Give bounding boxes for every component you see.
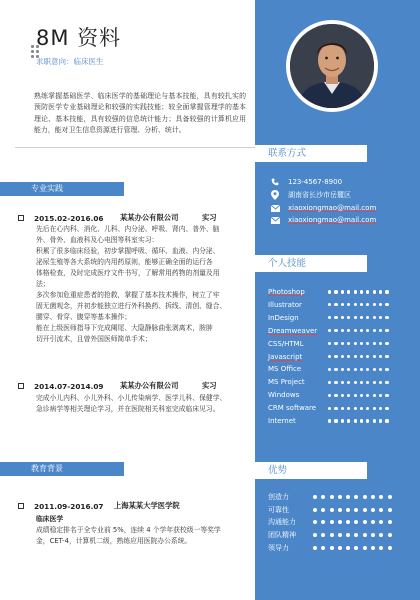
skill-level-dot [334, 342, 337, 345]
profile-photo [286, 20, 378, 112]
skill-level-dot [373, 419, 376, 422]
desc-line: 腰穿、骨穿、腹穿等基本操作； [36, 313, 132, 321]
advantage-level-dot [313, 520, 317, 524]
skill-level-dot [334, 329, 337, 332]
skill-level-dots [328, 419, 389, 422]
advantage-level-dot [379, 508, 383, 512]
entry-role: 实习 [202, 381, 217, 390]
skill-level-dot [334, 355, 337, 358]
education-major: 临床医学 [36, 515, 64, 523]
phone-icon [270, 177, 280, 187]
advantage-level-dot [379, 546, 383, 550]
advantage-level-dots [313, 508, 392, 512]
skill-level-dot [347, 419, 350, 422]
advantage-level-dot [330, 520, 334, 524]
skill-row [268, 300, 413, 310]
contact-text: 123-4567-8900 [288, 178, 343, 186]
entry-date: 2015.02-2016.06 [34, 213, 104, 223]
skill-level-dot [347, 368, 350, 371]
advantage-level-dot [313, 546, 317, 550]
desc-line: 急诊病学等相关理论学习，并在医院相关科室完成临床见习。 [36, 405, 220, 413]
desc-line: 完成小儿内科、小儿外科、小儿传染病学、医学儿科、保健学、 [36, 394, 227, 402]
skill-level-dot [385, 368, 388, 371]
advantage-level-dots [313, 495, 392, 499]
skill-level-dot [373, 290, 376, 293]
skill-level-dot [341, 419, 344, 422]
skill-level-dot [373, 303, 376, 306]
skill-level-dot [373, 368, 376, 371]
skill-level-dot [385, 407, 388, 410]
skill-level-dot [385, 419, 388, 422]
advantage-level-dot [363, 520, 367, 524]
mail-icon [270, 215, 280, 225]
skill-level-dot [341, 342, 344, 345]
skill-level-dot [379, 407, 382, 410]
desc-line: 体格检查，及时完成医疗文件书写，了解常用药物的剂量及用 [36, 269, 220, 277]
skill-level-dot [341, 316, 344, 319]
skill-level-dot [347, 407, 350, 410]
skill-level-dot [366, 303, 369, 306]
skill-level-dot [360, 316, 363, 319]
skill-level-dot [379, 342, 382, 345]
skill-level-dot [366, 394, 369, 397]
skill-level-dot [328, 419, 331, 422]
advantage-level-dot [321, 495, 325, 499]
skill-level-dot [366, 368, 369, 371]
education-entry-header [18, 500, 250, 512]
skill-level-dot [354, 355, 357, 358]
skill-level-dot [385, 394, 388, 397]
skill-level-dot [328, 394, 331, 397]
desc-line: 先后在心内科、消化、儿科、内分泌、呼吸、肾内、普外、脑 [36, 225, 220, 233]
desc-line: 固无菌观念，并初步能独立进行外科换药、拆线、清创、缝合、 [36, 302, 227, 310]
advantage-level-dot [338, 546, 342, 550]
checkbox-bullet-icon [18, 215, 24, 221]
skill-level-dot [373, 355, 376, 358]
advantage-level-dots [313, 533, 392, 537]
skill-name: Photoshop [268, 288, 305, 296]
checkbox-bullet-icon [18, 383, 24, 389]
skill-name: Dreamweaver [268, 326, 318, 335]
skill-level-dot [354, 290, 357, 293]
skill-level-dot [347, 355, 350, 358]
skill-level-dot [347, 316, 350, 319]
skill-level-dot [341, 394, 344, 397]
skill-level-dot [360, 303, 363, 306]
skill-level-dot [341, 290, 344, 293]
skill-level-dot [366, 381, 369, 384]
skill-level-dot [385, 329, 388, 332]
advantage-level-dot [354, 508, 358, 512]
advantage-row [268, 530, 413, 540]
skill-level-dot [360, 329, 363, 332]
experience-entry-header [18, 212, 250, 224]
skill-level-dot [347, 329, 350, 332]
skill-level-dot [347, 394, 350, 397]
desc-line: 成绩稳定排名于全专业前 5%，连续 4 个学年获校级一等奖学 [36, 526, 221, 534]
advantage-row [268, 517, 413, 527]
skill-level-dots [328, 329, 389, 332]
advantage-level-dot [363, 495, 367, 499]
skill-level-dot [328, 381, 331, 384]
skill-name: CSS/HTML [268, 339, 304, 348]
advantage-level-dot [379, 533, 383, 537]
advantage-level-dots [313, 546, 392, 550]
skill-level-dot [341, 381, 344, 384]
skill-level-dot [360, 407, 363, 410]
desc-line: 切开引流术，且曾外国医师简单手术； [36, 335, 152, 343]
advantage-level-dot [330, 495, 334, 499]
skill-name: CRM software [268, 404, 317, 413]
portrait-image [290, 24, 374, 108]
skill-level-dot [379, 394, 382, 397]
advantage-name: 创造力 [268, 493, 289, 501]
skill-level-dot [341, 355, 344, 358]
skill-level-dots [328, 394, 389, 397]
skill-level-dot [354, 303, 357, 306]
advantage-level-dot [330, 546, 334, 550]
advantage-level-dot [363, 546, 367, 550]
skill-level-dot [354, 342, 357, 345]
skill-level-dot [373, 342, 376, 345]
advantage-row [268, 543, 413, 553]
skill-level-dot [334, 303, 337, 306]
skill-level-dot [341, 303, 344, 306]
skill-level-dot [360, 290, 363, 293]
contact-address [270, 189, 351, 201]
skill-level-dot [385, 342, 388, 345]
advantage-level-dot [388, 533, 392, 537]
skill-level-dot [385, 303, 388, 306]
desc-line: 多次参加危重症患者的抢救，掌握了基本技术操作，树立了牢 [36, 291, 220, 299]
skill-row [268, 313, 413, 323]
advantage-level-dot [379, 495, 383, 499]
skill-row [268, 390, 413, 400]
advantage-level-dot [338, 533, 342, 537]
divider [15, 147, 255, 148]
advantage-level-dot [354, 546, 358, 550]
advantage-level-dot [346, 520, 350, 524]
experience-description [36, 224, 248, 345]
skill-level-dots [328, 290, 389, 293]
skill-level-dots [328, 316, 389, 319]
skill-level-dot [334, 368, 337, 371]
experience-description [36, 393, 248, 415]
experience-entry-header [18, 380, 250, 392]
skill-level-dot [373, 381, 376, 384]
skill-level-dot [354, 329, 357, 332]
advantage-level-dot [379, 520, 383, 524]
section-title-skills: 个人技能 [255, 255, 367, 272]
checkbox-bullet-icon [18, 503, 24, 509]
skill-name: MS Office [268, 365, 302, 374]
advantage-level-dot [321, 533, 325, 537]
skill-level-dot [334, 407, 337, 410]
advantage-level-dot [388, 495, 392, 499]
advantage-level-dot [371, 533, 375, 537]
education-description [36, 514, 248, 547]
skill-level-dot [347, 342, 350, 345]
skill-level-dot [354, 368, 357, 371]
skill-level-dot [334, 381, 337, 384]
skill-level-dot [341, 329, 344, 332]
entry-organization: 某某办公有限公司 [120, 213, 179, 222]
advantage-level-dot [346, 495, 350, 499]
advantage-level-dot [354, 520, 358, 524]
advantage-level-dot [371, 546, 375, 550]
advantage-level-dot [371, 520, 375, 524]
sidebar [255, 0, 420, 600]
skill-level-dot [373, 316, 376, 319]
skill-row [268, 364, 413, 374]
skill-level-dot [360, 419, 363, 422]
advantage-level-dot [313, 508, 317, 512]
skill-level-dot [341, 407, 344, 410]
skill-level-dot [354, 316, 357, 319]
advantage-level-dot [346, 508, 350, 512]
skill-name: Illustrator [268, 300, 302, 309]
desc-line: 金，CET-4，计算机二级，熟练应用医院办公系统。 [36, 537, 192, 545]
skill-level-dot [328, 329, 331, 332]
skill-name: InDesign [268, 313, 299, 322]
desc-line: 积累了很多临床经验，初步掌握呼吸、循环、血液、内分泌、 [36, 247, 220, 255]
skill-level-dots [328, 342, 389, 345]
skill-level-dot [347, 290, 350, 293]
skill-level-dot [360, 368, 363, 371]
skill-name: Javascript [268, 352, 303, 361]
advantage-level-dot [313, 533, 317, 537]
desc-line: 泌尿生殖等各大系统的内用药原则，能够正确全面的运行各 [36, 258, 213, 266]
skill-level-dot [373, 407, 376, 410]
advantage-level-dot [330, 533, 334, 537]
skill-level-dot [366, 407, 369, 410]
advantage-level-dot [321, 520, 325, 524]
skill-level-dot [373, 329, 376, 332]
skill-row [268, 326, 413, 336]
skill-level-dots [328, 303, 389, 306]
skill-row [268, 403, 413, 413]
skill-level-dot [385, 290, 388, 293]
skill-level-dot [334, 290, 337, 293]
skill-row [268, 416, 413, 426]
advantage-level-dot [388, 520, 392, 524]
skill-name: Windows [268, 391, 300, 400]
section-title-contact: 联系方式 [255, 145, 367, 162]
skill-level-dot [379, 355, 382, 358]
skill-level-dot [360, 394, 363, 397]
desc-line: 能在上级医师指导下完成阑尾、大隐静脉曲张剥离术，胺肿 [36, 324, 213, 332]
skill-level-dot [379, 419, 382, 422]
advantage-level-dot [313, 495, 317, 499]
skill-level-dot [385, 355, 388, 358]
skill-level-dot [385, 381, 388, 384]
skill-level-dot [360, 381, 363, 384]
section-title-education: 教育背景 [0, 462, 124, 476]
skill-level-dot [379, 316, 382, 319]
location-pin-icon [270, 190, 280, 200]
skill-level-dot [347, 381, 350, 384]
skill-level-dot [379, 303, 382, 306]
advantage-level-dot [338, 495, 342, 499]
entry-organization: 某某办公有限公司 [120, 381, 179, 390]
entry-school: 上海某某大学医学院 [114, 501, 180, 510]
skill-level-dot [366, 342, 369, 345]
skill-level-dot [328, 355, 331, 358]
skill-level-dot [328, 368, 331, 371]
skill-level-dot [360, 342, 363, 345]
desc-line: 法； [36, 280, 50, 288]
mail-icon [270, 203, 280, 213]
advantage-level-dot [354, 533, 358, 537]
skill-level-dot [366, 419, 369, 422]
skill-level-dot [354, 394, 357, 397]
skill-name: MS Project [268, 378, 305, 387]
skill-level-dot [347, 303, 350, 306]
job-intent-label: 求职意向： [36, 57, 74, 66]
skill-row [268, 339, 413, 349]
skill-level-dot [366, 355, 369, 358]
advantage-level-dot [321, 546, 325, 550]
entry-date: 2011.09-2016.07 [34, 501, 104, 511]
skill-level-dot [385, 316, 388, 319]
skill-level-dot [366, 316, 369, 319]
skill-level-dot [379, 381, 382, 384]
skill-level-dot [373, 394, 376, 397]
section-title-advantages: 优势 [255, 462, 367, 479]
skill-level-dot [379, 290, 382, 293]
advantage-name: 团队精神 [268, 531, 296, 540]
skill-level-dot [354, 407, 357, 410]
advantage-level-dot [371, 495, 375, 499]
skill-level-dot [354, 381, 357, 384]
skill-level-dot [379, 329, 382, 332]
desc-line: 外、骨外、血液科及心电图等科室实习： [36, 236, 159, 244]
contact-email[interactable] [270, 214, 376, 226]
skill-level-dots [328, 381, 389, 384]
advantage-level-dot [388, 508, 392, 512]
email-link[interactable]: xiaoxiongmao@mail.com [288, 204, 377, 212]
contact-email[interactable] [270, 202, 376, 214]
advantage-level-dot [363, 508, 367, 512]
skill-level-dot [328, 290, 331, 293]
advantage-level-dot [363, 533, 367, 537]
advantage-level-dot [354, 495, 358, 499]
advantage-name: 可靠性 [268, 505, 289, 514]
candidate-name: 8M 资料 [36, 26, 122, 50]
skill-level-dot [328, 342, 331, 345]
skill-level-dot [366, 290, 369, 293]
skill-level-dots [328, 407, 389, 410]
skill-name: Internet [268, 417, 296, 425]
skill-level-dot [328, 407, 331, 410]
advantage-level-dot [346, 546, 350, 550]
advantage-level-dot [330, 508, 334, 512]
advantage-row [268, 492, 413, 502]
section-title-experience: 专业实践 [0, 182, 124, 196]
entry-date: 2014.07-2014.09 [34, 381, 104, 391]
skill-level-dot [360, 355, 363, 358]
advantage-row [268, 505, 413, 515]
skill-row [268, 377, 413, 387]
entry-role: 实习 [202, 213, 217, 222]
job-intent [36, 56, 104, 67]
advantage-level-dot [346, 533, 350, 537]
advantage-level-dot [338, 508, 342, 512]
skill-level-dot [379, 368, 382, 371]
skill-level-dot [328, 316, 331, 319]
advantage-level-dots [313, 520, 392, 524]
contact-text: 湖南省长沙市岳麓区 [288, 191, 351, 199]
advantage-level-dot [321, 508, 325, 512]
job-intent-value: 临床医生 [73, 57, 104, 66]
advantage-level-dot [338, 520, 342, 524]
skill-row [268, 287, 413, 297]
skill-level-dot [334, 316, 337, 319]
summary-text: 熟练掌握基础医学、临床医学的基础理论与基本技能，具有较扎实的预防医学专业基础理论和较强的实践技能；较全面掌握管理学的基本理论、基本技能，具有较强的信息统计能力；具备较强的计算机应用能力，能对卫生信息资源进行管理、分析、统计。 [34, 92, 246, 135]
skill-level-dot [334, 394, 337, 397]
email-link[interactable]: xiaoxiongmao@mail.com [288, 216, 377, 224]
skill-level-dots [328, 355, 389, 358]
skill-level-dot [366, 329, 369, 332]
skill-level-dot [341, 368, 344, 371]
skill-level-dot [334, 419, 337, 422]
advantage-level-dot [388, 546, 392, 550]
skill-level-dot [354, 419, 357, 422]
contact-phone [270, 176, 342, 188]
advantage-name: 沟通能力 [268, 518, 296, 527]
skill-row [268, 352, 413, 362]
advantage-name: 领导力 [268, 543, 289, 552]
skill-level-dots [328, 368, 389, 371]
advantage-level-dot [371, 508, 375, 512]
skill-level-dot [328, 303, 331, 306]
